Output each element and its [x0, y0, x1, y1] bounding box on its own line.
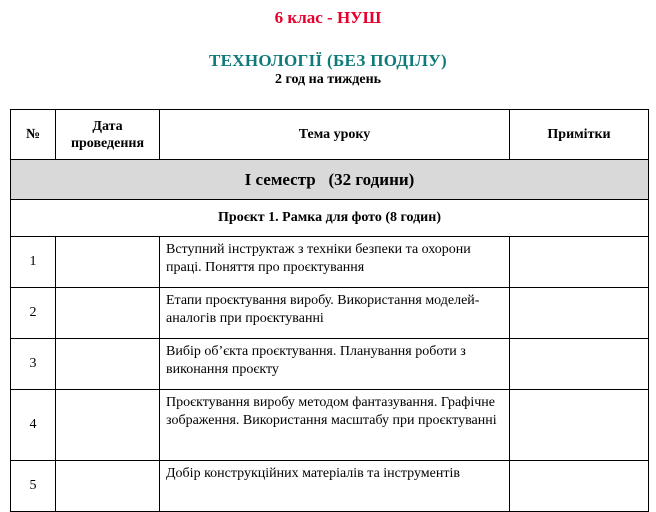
table-row [11, 288, 649, 339]
row-notes [510, 288, 649, 339]
row-topic: Проєктування виробу методом фантазування. Графічне зображення. Використання масштабу при проєктуванні [160, 390, 510, 461]
table-header-row [11, 110, 649, 160]
row-number: 2 [11, 288, 56, 339]
row-notes [510, 461, 649, 512]
table-row [11, 390, 649, 461]
row-date [56, 237, 160, 288]
lesson-plan-table [10, 109, 649, 512]
row-number: 3 [11, 339, 56, 390]
project-row [11, 200, 649, 237]
semester-label: І семестр (32 години) [11, 160, 649, 200]
row-topic: Етапи проєктування виробу. Використання моделей-аналогів при проєктуванні [160, 288, 510, 339]
row-topic: Вступний інструктаж з техніки безпеки та охорони праці. Поняття про проєктування [160, 237, 510, 288]
row-number: 5 [11, 461, 56, 512]
hours-subtitle: 2 год на тиждень [274, 72, 382, 87]
row-date [56, 461, 160, 512]
row-notes [510, 390, 649, 461]
column-header-number: № [11, 110, 56, 160]
row-number: 1 [11, 237, 56, 288]
subject-title: ТЕХНОЛОГІЇ (БЕЗ ПОДІЛУ) [208, 51, 448, 70]
column-header-notes: Примітки [510, 110, 649, 160]
semester-row [11, 160, 649, 200]
table-row [11, 461, 649, 512]
table-row [11, 237, 649, 288]
row-number: 4 [11, 390, 56, 461]
row-notes [510, 339, 649, 390]
row-notes [510, 237, 649, 288]
row-topic: Вибір об’єкта проєктування. Планування роботи з виконання проєкту [160, 339, 510, 390]
row-topic: Добір конструкційних матеріалів та інструментів [160, 461, 510, 512]
row-date [56, 390, 160, 461]
row-date [56, 339, 160, 390]
grade-title: 6 клас - НУШ [274, 8, 382, 27]
table-row [11, 339, 649, 390]
column-header-topic: Тема уроку [160, 110, 510, 160]
column-header-date: Дата проведення [56, 110, 160, 160]
project-label: Проєкт 1. Рамка для фото (8 годин) [11, 200, 649, 237]
row-date [56, 288, 160, 339]
